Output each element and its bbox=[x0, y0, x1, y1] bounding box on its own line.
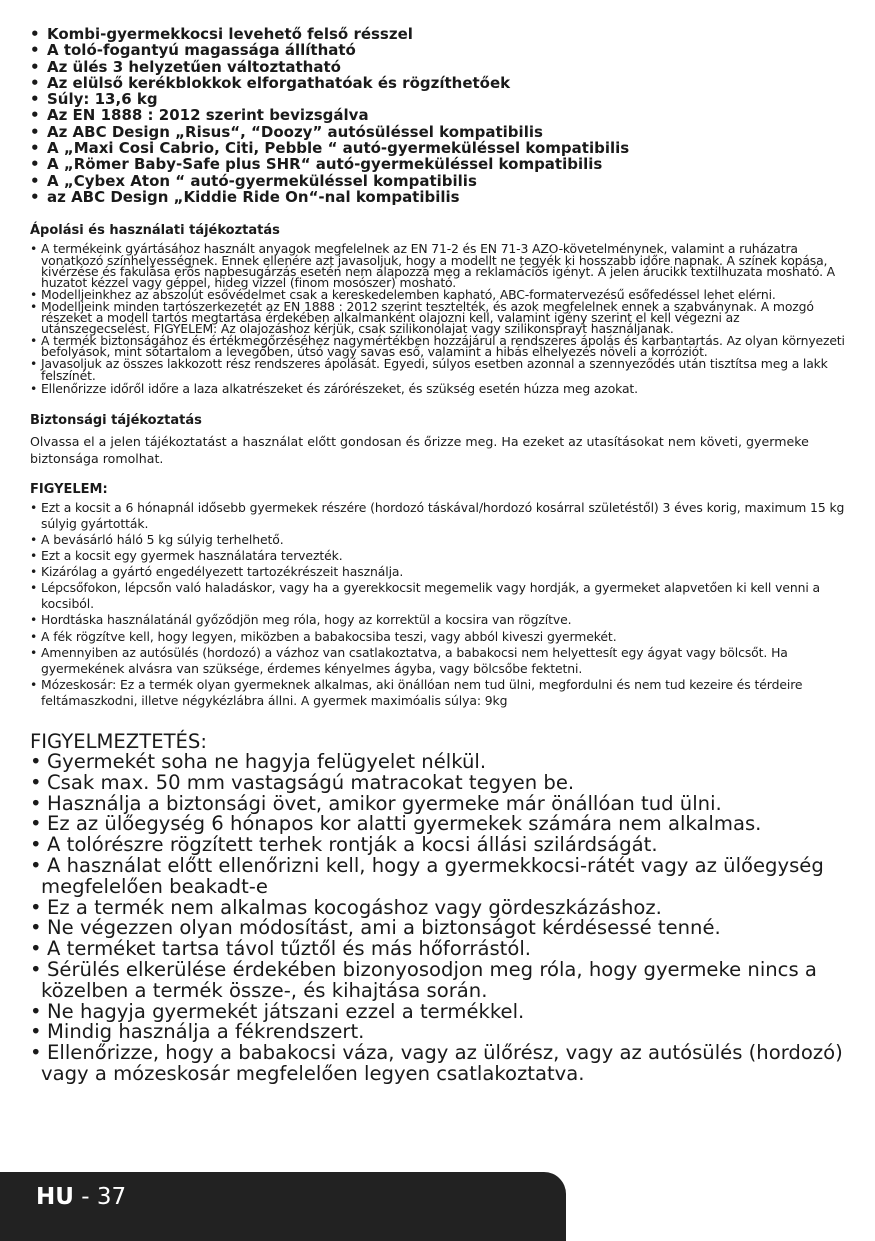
feature-item: • A „Cybex Aton “ autó-gyermeküléssel kompatibilis bbox=[30, 173, 850, 189]
attention-item: • Ezt a kocsit a 6 hónapnál idősebb gyermekek részére (hordozó táskával/hordozó kosárral születéstől) 3 éves korig, maximum 15 kg súlyig gyártották. bbox=[30, 500, 850, 532]
warning-item: • Csak max. 50 mm vastagságú matracokat tegyen be. bbox=[30, 773, 850, 794]
attention-item: • Mózeskosár: Ez a termék olyan gyermeknek alkalmas, aki önállóan nem tud ülni, megfordulni és nem tud kezeire és térdeire feltámaszkodni, illetve négykézlábra állni. A gyermek maximóalis súlya: 9kg bbox=[30, 677, 850, 709]
warning-item: • A terméket tartsa távol tűztől és más hőforrástól. bbox=[30, 939, 850, 960]
page-separator: - bbox=[73, 1184, 97, 1210]
warning-item: • Ez a termék nem alkalmas kocogáshoz vagy gördeszkázáshoz. bbox=[30, 898, 850, 919]
feature-item: • Kombi-gyermekkocsi levehető felső résszel bbox=[30, 26, 850, 42]
care-item: • A termék biztonságához és értékmegőrzéséhez nagymértékben hozzájárul a rendszeres ápolás és karbantartás. Az olyan környezeti befolyások, mint sótartalom a levegőben, útsó vagy savas eső, valamint a hibás elhelyezés növeli a korróziót. bbox=[30, 335, 850, 358]
attention-list bbox=[30, 500, 850, 709]
care-item: • Modelljeink minden tartószerkezetét az EN 1888 : 2012 szerint tesztelték, és azok megfelelnek ennek a szabványnak. A mozgó részeket a modell tartós megtartása érdekében alkalmanként olajozni kell, valamint igény szerint el kell végezni az utánszegecselést. FIGYELEM: Az olajozáshoz kérjük, csak szilikonolajat vagy szilikonsprayt használjanak. bbox=[30, 301, 850, 335]
feature-item: • Az ülés 3 helyzetűen változtatható bbox=[30, 59, 850, 75]
attention-item: • Lépcsőfokon, lépcsőn való haladáskor, vagy ha a gyerekkocsit megemelik vagy hordják, a gyermeket alapvetően ki kell venni a kocsiból. bbox=[30, 580, 850, 612]
feature-item: • Az elülső kerékblokkok elforgathatóak és rögzíthetőek bbox=[30, 75, 850, 91]
safety-heading: Biztonsági tájékoztatás bbox=[30, 412, 202, 428]
warning-item: • Sérülés elkerülése érdekében bizonyosodjon meg róla, hogy gyermeke nincs a közelben a termék össze-, és kihajtása során. bbox=[30, 960, 850, 1002]
warning-item: • A használat előtt ellenőrizni kell, hogy a gyermekkocsi-rátét vagy az ülőegység megfelelően beakadt-e bbox=[30, 856, 850, 898]
spacer bbox=[30, 709, 850, 731]
warning-item: • Mindig használja a fékrendszert. bbox=[30, 1022, 850, 1043]
warning-heading: FIGYELMEZTETÉS: bbox=[30, 730, 207, 754]
safety-text: Olvassa el a jelen tájékoztatást a használat előtt gondosan és őrizze meg. Ha ezeket az utasításokat nem követi, gyermeke biztonsága romolhat. bbox=[30, 433, 809, 466]
warning-item: • Ne hagyja gyermekét játszani ezzel a termékkel. bbox=[30, 1002, 850, 1023]
attention-heading: FIGYELEM: bbox=[30, 481, 108, 497]
care-item: • Modelljeinkhez az abszolút esővédelmet csak a kereskedelemben kapható, ABC-formatervezésű esőfedéssel lehet elérni. bbox=[30, 289, 850, 300]
care-heading: Ápolási és használati tájékoztatás bbox=[30, 223, 280, 239]
page-number bbox=[36, 1184, 126, 1210]
feature-item: • Súly: 13,6 kg bbox=[30, 91, 850, 107]
spacer bbox=[30, 467, 850, 482]
feature-item: • Az ABC Design „Risus“, “Doozy” autósüléssel kompatibilis bbox=[30, 124, 850, 140]
warning-item: • Gyermekét soha ne hagyja felügyelet nélkül. bbox=[30, 752, 850, 773]
warning-item: • Használja a biztonsági övet, amikor gyermeke már önállóan tud ülni. bbox=[30, 794, 850, 815]
care-list bbox=[30, 243, 850, 397]
care-item: • Ellenőrizze időről időre a laza alkatrészeket és zárórészeket, és szükség esetén húzza meg azokat. bbox=[30, 381, 850, 397]
warning-list bbox=[30, 752, 850, 1085]
page-number-tab bbox=[0, 1172, 566, 1241]
page-content bbox=[30, 26, 850, 1085]
feature-item: • Az EN 1888 : 2012 szerint bevizsgálva bbox=[30, 107, 850, 123]
feature-item: • az ABC Design „Kiddie Ride On“-nal kompatibilis bbox=[30, 189, 850, 205]
page-number-value: 37 bbox=[96, 1184, 127, 1210]
attention-item: • Hordtáska használatánál győződjön meg róla, hogy az korrektül a kocsira van rögzítve. bbox=[30, 612, 850, 628]
spacer bbox=[30, 398, 850, 413]
warning-item: • A tolórészre rögzített terhek rontják a kocsi állási szilárdságát. bbox=[30, 835, 850, 856]
attention-item: • Kizárólag a gyártó engedélyezett tartozékrészeit használja. bbox=[30, 564, 850, 580]
attention-item: • Amennyiben az autósülés (hordozó) a vázhoz van csatlakoztatva, a babakocsi nem helyettesít egy ágyat vagy bölcsőt. Ha gyermekének alvásra van szüksége, érdemes kényelmes ágyba, vagy bölcsőbe fektetni. bbox=[30, 645, 850, 677]
attention-item: • Ezt a kocsit egy gyermek használatára tervezték. bbox=[30, 548, 850, 564]
language-code: HU bbox=[36, 1184, 74, 1210]
warning-item: • Ellenőrizze, hogy a babakocsi váza, vagy az ülőrész, vagy az autósülés (hordozó) vagy a mózeskosár megfelelően legyen csatlakoztatva. bbox=[30, 1043, 850, 1085]
warning-item: • Ne végezzen olyan módosítást, ami a biztonságot kérdésessé tenné. bbox=[30, 918, 850, 939]
feature-item: • A toló-fogantyú magassága állítható bbox=[30, 42, 850, 58]
attention-item: • A bevásárló háló 5 kg súlyig terhelhető. bbox=[30, 532, 850, 548]
attention-item: • A fék rögzítve kell, hogy legyen, miközben a babakocsiba teszi, vagy abból kiveszi gyermekét. bbox=[30, 629, 850, 645]
feature-item: • A „Maxi Cosi Cabrio, Citi, Pebble “ autó-gyermeküléssel kompatibilis bbox=[30, 140, 850, 156]
care-item: • A termékeink gyártásához használt anyagok megfelelnek az EN 71-2 és EN 71-3 AZO-követelménynek, valamint a ruházatra vonatkozó színhelyességnek. Ennek ellenére azt javasoljuk, hogy a modellt ne tegyék ki hosszabb időre napnak. A színek kopása, kivérzése és fakulása erős napbesugárzás esetén nem alapozza meg a reklamációs igényt. A jelen árucikk textilhuzata mosható. A huzatot kézzel vagy géppel, hideg vízzel (finom mosószer) mosható. bbox=[30, 243, 850, 288]
warning-item: • Ez az ülőegység 6 hónapos kor alatti gyermekek számára nem alkalmas. bbox=[30, 814, 850, 835]
feature-list bbox=[30, 26, 850, 205]
care-item: • Javasoljuk az összes lakkozott rész rendszeres ápolását. Egyedi, súlyos esetben azonnal a szennyeződés után tisztítsa meg a lakk felszínét. bbox=[30, 358, 850, 381]
feature-item: • A „Römer Baby-Safe plus SHR“ autó-gyermeküléssel kompatibilis bbox=[30, 156, 850, 172]
